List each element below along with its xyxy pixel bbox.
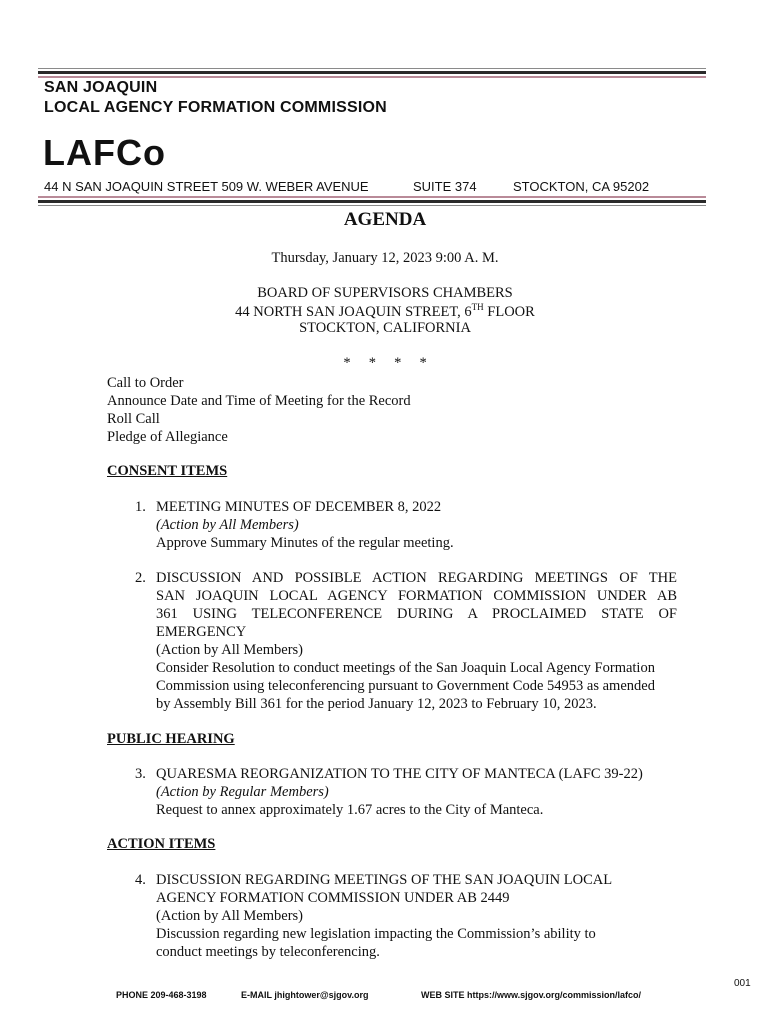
item-title-line: 361 USING TELECONFERENCE DURING A PROCLAIMED STATE OF (156, 606, 677, 622)
header-rule-bottom-thick (38, 200, 706, 203)
address-city: STOCKTON, CA 95202 (513, 179, 650, 194)
opening-item: Roll Call (107, 411, 160, 427)
asterisk-separator: * * * * (343, 355, 427, 371)
item-number: 3. (135, 766, 146, 782)
consent-items-heading: CONSENT ITEMS (107, 463, 228, 479)
location-line2-text: 44 NORTH SAN JOAQUIN STREET, 6 (235, 304, 472, 320)
location-line2-superscript: TH (471, 302, 484, 312)
opening-item: Call to Order (107, 375, 184, 391)
address-suite: SUITE 374 (413, 179, 477, 194)
item-number: 2. (135, 570, 146, 586)
agenda-item-1 (135, 498, 677, 552)
location-line3: STOCKTON, CALIFORNIA (299, 320, 471, 336)
item-action: (Action by All Members) (156, 642, 303, 658)
item-title-line: AGENCY FORMATION COMMISSION UNDER AB 2449 (156, 890, 510, 906)
item-number: 4. (135, 872, 146, 888)
location-line2-suffix: FLOOR (483, 304, 535, 320)
item-description-line: conduct meetings by teleconferencing. (156, 944, 380, 960)
footer-email: E-MAIL jhightower@sjgov.org (241, 990, 369, 1000)
item-description-line: Consider Resolution to conduct meetings of the San Joaquin Local Agency Formation (156, 660, 655, 676)
opening-item: Announce Date and Time of Meeting for the Record (107, 393, 411, 409)
agenda-item-2 (135, 569, 677, 713)
address-street: 44 N SAN JOAQUIN STREET 509 W. WEBER AVENUE (44, 179, 369, 194)
item-action: (Action by Regular Members) (156, 784, 329, 800)
item-title: QUARESMA REORGANIZATION TO THE CITY OF MANTECA (LAFC 39-22) (156, 766, 643, 782)
footer-website: WEB SITE https://www.sjgov.org/commission/lafco/ (421, 990, 642, 1000)
header-rule-bottom-accent (38, 196, 706, 198)
org-name-line1: SAN JOAQUIN (44, 79, 158, 96)
header-rule-bottom-thin (38, 205, 706, 206)
item-description: Request to annex approximately 1.67 acres to the City of Manteca. (156, 802, 544, 818)
location-line2 (0, 302, 770, 321)
item-description-line: Discussion regarding new legislation impacting the Commission’s ability to (156, 926, 596, 942)
agenda-item-3 (135, 765, 677, 819)
opening-item: Pledge of Allegiance (107, 429, 228, 445)
header-rule-top-thick (38, 71, 706, 74)
agenda-title: AGENDA (343, 209, 427, 230)
item-title-line: EMERGENCY (156, 624, 247, 640)
item-description-line: Commission using teleconferencing pursuant to Government Code 54953 as amended (156, 678, 655, 694)
item-number: 1. (135, 499, 146, 515)
public-hearing-heading: PUBLIC HEARING (107, 731, 235, 747)
header-rule-top-thin (38, 68, 706, 69)
opening-list (107, 374, 411, 446)
meeting-date: Thursday, January 12, 2023 9:00 A. M. (271, 250, 499, 266)
action-items-heading: ACTION ITEMS (107, 836, 216, 852)
page-number: 001 (734, 978, 751, 989)
item-action: (Action by All Members) (156, 908, 303, 924)
item-title-line: SAN JOAQUIN LOCAL AGENCY FORMATION COMMISSION UNDER AB (156, 588, 677, 604)
agenda-item-4 (135, 871, 677, 961)
item-title-line: DISCUSSION REGARDING MEETINGS OF THE SAN JOAQUIN LOCAL (156, 872, 613, 888)
footer-phone: PHONE 209-468-3198 (116, 990, 207, 1000)
lafco-logo: LAFCo (43, 132, 166, 173)
item-title: MEETING MINUTES OF DECEMBER 8, 2022 (156, 499, 442, 515)
header-rule-top-accent (38, 76, 706, 78)
location-line1: BOARD OF SUPERVISORS CHAMBERS (257, 285, 513, 301)
item-title-line: DISCUSSION AND POSSIBLE ACTION REGARDING MEETINGS OF THE (156, 570, 677, 586)
item-action: (Action by All Members) (156, 517, 299, 533)
item-description-line: by Assembly Bill 361 for the period January 12, 2023 to February 10, 2023. (156, 696, 597, 712)
org-name-line2: LOCAL AGENCY FORMATION COMMISSION (44, 99, 387, 116)
item-description: Approve Summary Minutes of the regular meeting. (156, 535, 454, 551)
